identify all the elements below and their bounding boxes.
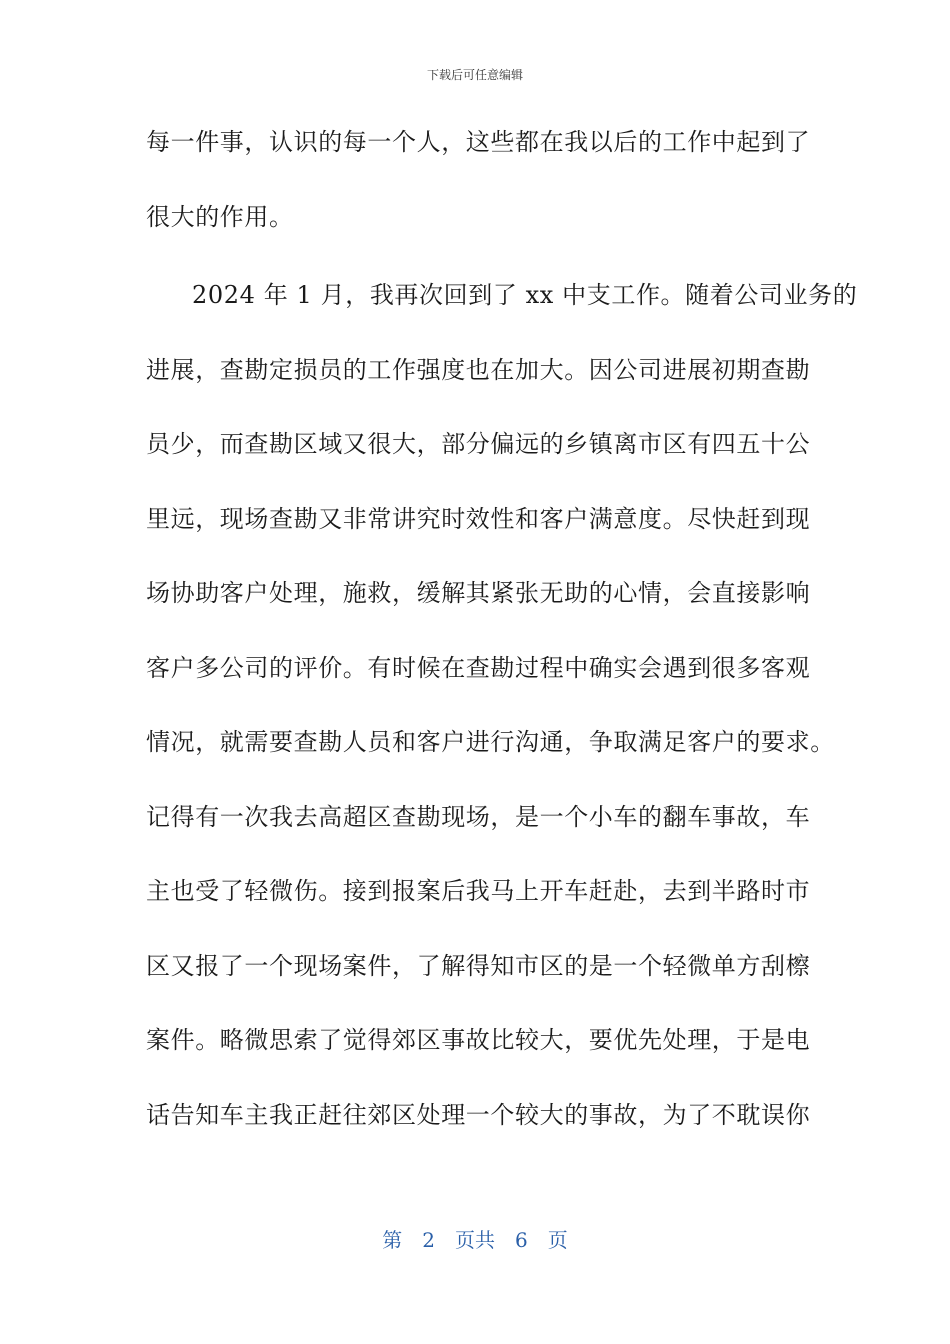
text-line: 话告知车主我正赶往郊区处理一个较大的事故，为了不耽误你	[146, 1101, 811, 1129]
text-line: 案件。略微思索了觉得郊区事故比较大，要优先处理，于是电	[146, 1026, 811, 1054]
page-number: 2	[422, 1228, 435, 1252]
text-line: 场协助客户处理，施救，缓解其紧张无助的心情，会直接影响	[146, 579, 811, 607]
text-line: 进展，查勘定损员的工作强度也在加大。因公司进展初期查勘	[146, 356, 811, 384]
footer-suffix: 页	[547, 1228, 568, 1252]
text-line: 员少，而查勘区域又很大，部分偏远的乡镇离市区有四五十公	[146, 430, 811, 458]
text-line: 记得有一次我去高超区查勘现场，是一个小车的翻车事故，车	[146, 803, 811, 831]
paragraph-first-line: 2024 年 1 月，我再次回到了 xx 中支工作。随着公司业务的	[192, 281, 858, 309]
text-line: 区又报了一个现场案件，了解得知市区的是一个轻微单方刮檫	[146, 952, 811, 980]
text-line: 每一件事，认识的每一个人，这些都在我以后的工作中起到了	[146, 128, 811, 156]
text-line: 很大的作用。	[146, 203, 294, 231]
total-pages: 6	[515, 1228, 528, 1252]
page-footer	[0, 1224, 950, 1253]
text-line: 客户多公司的评价。有时候在查勘过程中确实会遇到很多客观	[146, 654, 811, 682]
footer-mid: 页共	[455, 1228, 495, 1252]
page-header: 下载后可任意编辑	[426, 68, 523, 82]
text-line: 情况，就需要查勘人员和客户进行沟通，争取满足客户的要求。	[146, 728, 835, 756]
text-line: 里远，现场查勘又非常讲究时效性和客户满意度。尽快赶到现	[146, 505, 811, 533]
footer-prefix: 第	[382, 1228, 403, 1252]
text-line: 主也受了轻微伤。接到报案后我马上开车赶赴，去到半路时市	[146, 877, 811, 905]
